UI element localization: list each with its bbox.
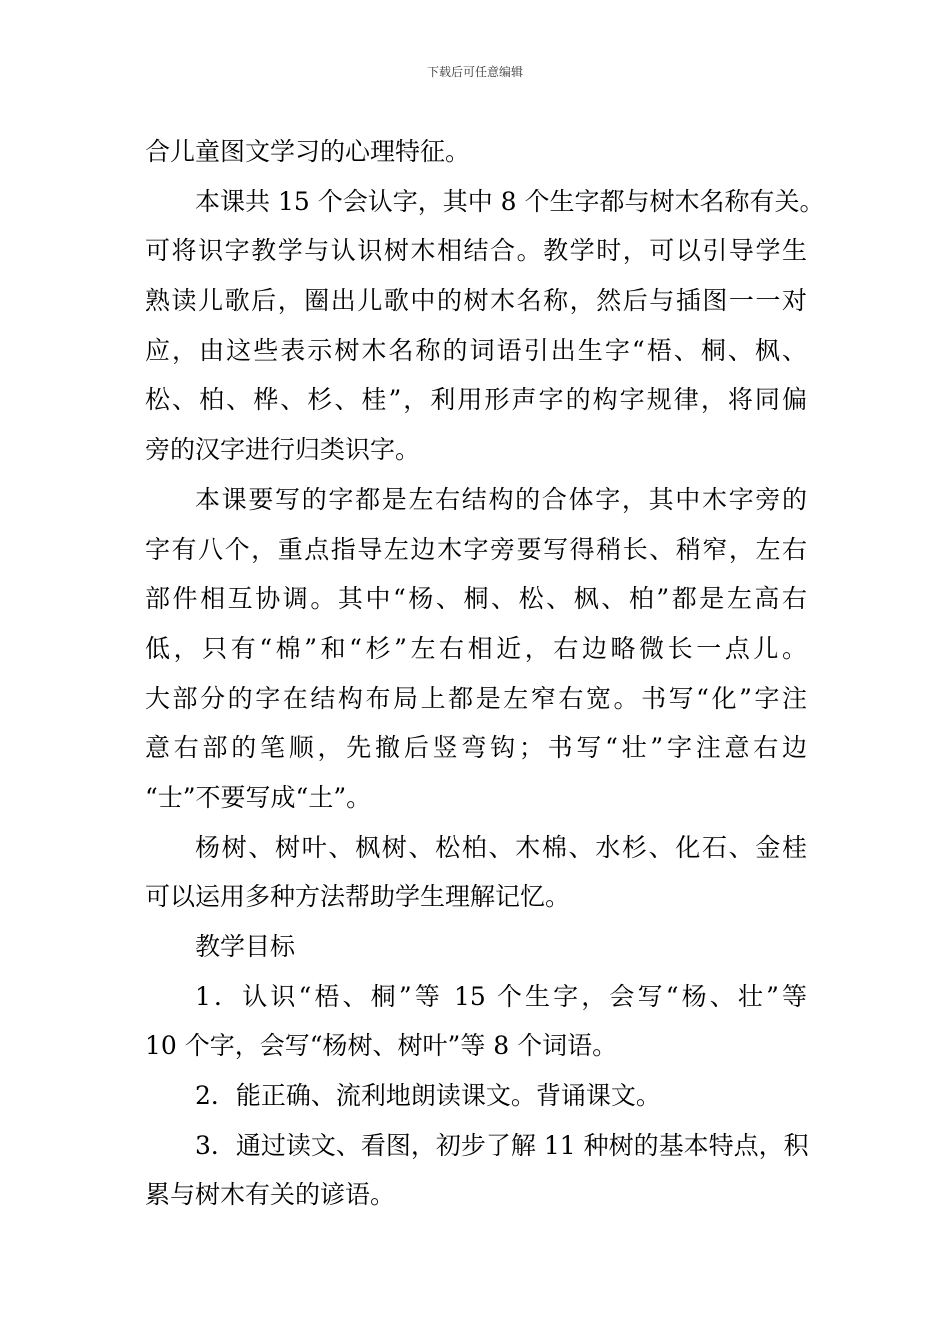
- text-line: 应，由这些表示树木名称的词语引出生字“梧、桐、枫、: [145, 335, 807, 365]
- text-line: 大部分的字在结构布局上都是左窄右宽。书写“化”字注: [145, 683, 807, 713]
- text-line: 杨树、树叶、枫树、松柏、木棉、水杉、化石、金桂: [195, 832, 807, 862]
- paragraph: [145, 475, 807, 823]
- page-header: 下载后可任意编辑: [426, 65, 523, 79]
- text-line: “士”不要写成“土”。: [145, 782, 372, 812]
- text-line: 熟读儿歌后，圈出儿歌中的树木名称，然后与插图一一对: [145, 286, 807, 316]
- text-line: 本课共 15 个会认字，其中 8 个生字都与树木名称有关。: [195, 186, 825, 216]
- text-line: 教学目标: [195, 932, 296, 961]
- section-heading: [145, 922, 807, 972]
- paragraph: [145, 1071, 807, 1121]
- text-line: 松、柏、桦、杉、桂”，利用形声字的构字规律，将同偏: [145, 385, 807, 415]
- text-line: 旁的汉字进行归类识字。: [145, 435, 421, 465]
- paragraph: [145, 1121, 807, 1220]
- text-line: 1．认识“梧、桐”等 15 个生字，会写“杨、壮”等: [195, 981, 807, 1011]
- text-line: 累与树木有关的谚语。: [145, 1180, 396, 1210]
- text-line: 意右部的笔顺，先撤后竖弯钩；书写“壮”字注意右边: [145, 733, 807, 763]
- text-line: 10 个字，会写“杨树、树叶”等 8 个词语。: [145, 1031, 618, 1061]
- paragraph: [145, 972, 807, 1071]
- text-line: 可以运用多种方法帮助学生理解记忆。: [145, 882, 571, 912]
- text-line: 可将识字教学与认识树木相结合。教学时，可以引导学生: [145, 236, 807, 266]
- text-line: 本课要写的字都是左右结构的合体字，其中木字旁的: [195, 484, 807, 514]
- text-line: 3．通过读文、看图，初步了解 11 种树的基本特点，积: [195, 1130, 809, 1160]
- text-line: 部件相互协调。其中“杨、桐、松、枫、柏”都是左高右: [145, 584, 807, 614]
- document-body: [145, 127, 825, 1220]
- text-line: 低，只有“棉”和“杉”左右相近，右边略微长一点儿。: [145, 633, 807, 663]
- text-line: 2．能正确、流利地朗读课文。背诵课文。: [195, 1081, 661, 1111]
- paragraph: [145, 127, 807, 177]
- text-line: 合儿童图文学习的心理特征。: [145, 137, 471, 166]
- paragraph: [145, 177, 825, 475]
- text-line: 字有八个，重点指导左边木字旁要写得稍长、稍窄，左右: [145, 534, 807, 564]
- paragraph: [145, 823, 807, 922]
